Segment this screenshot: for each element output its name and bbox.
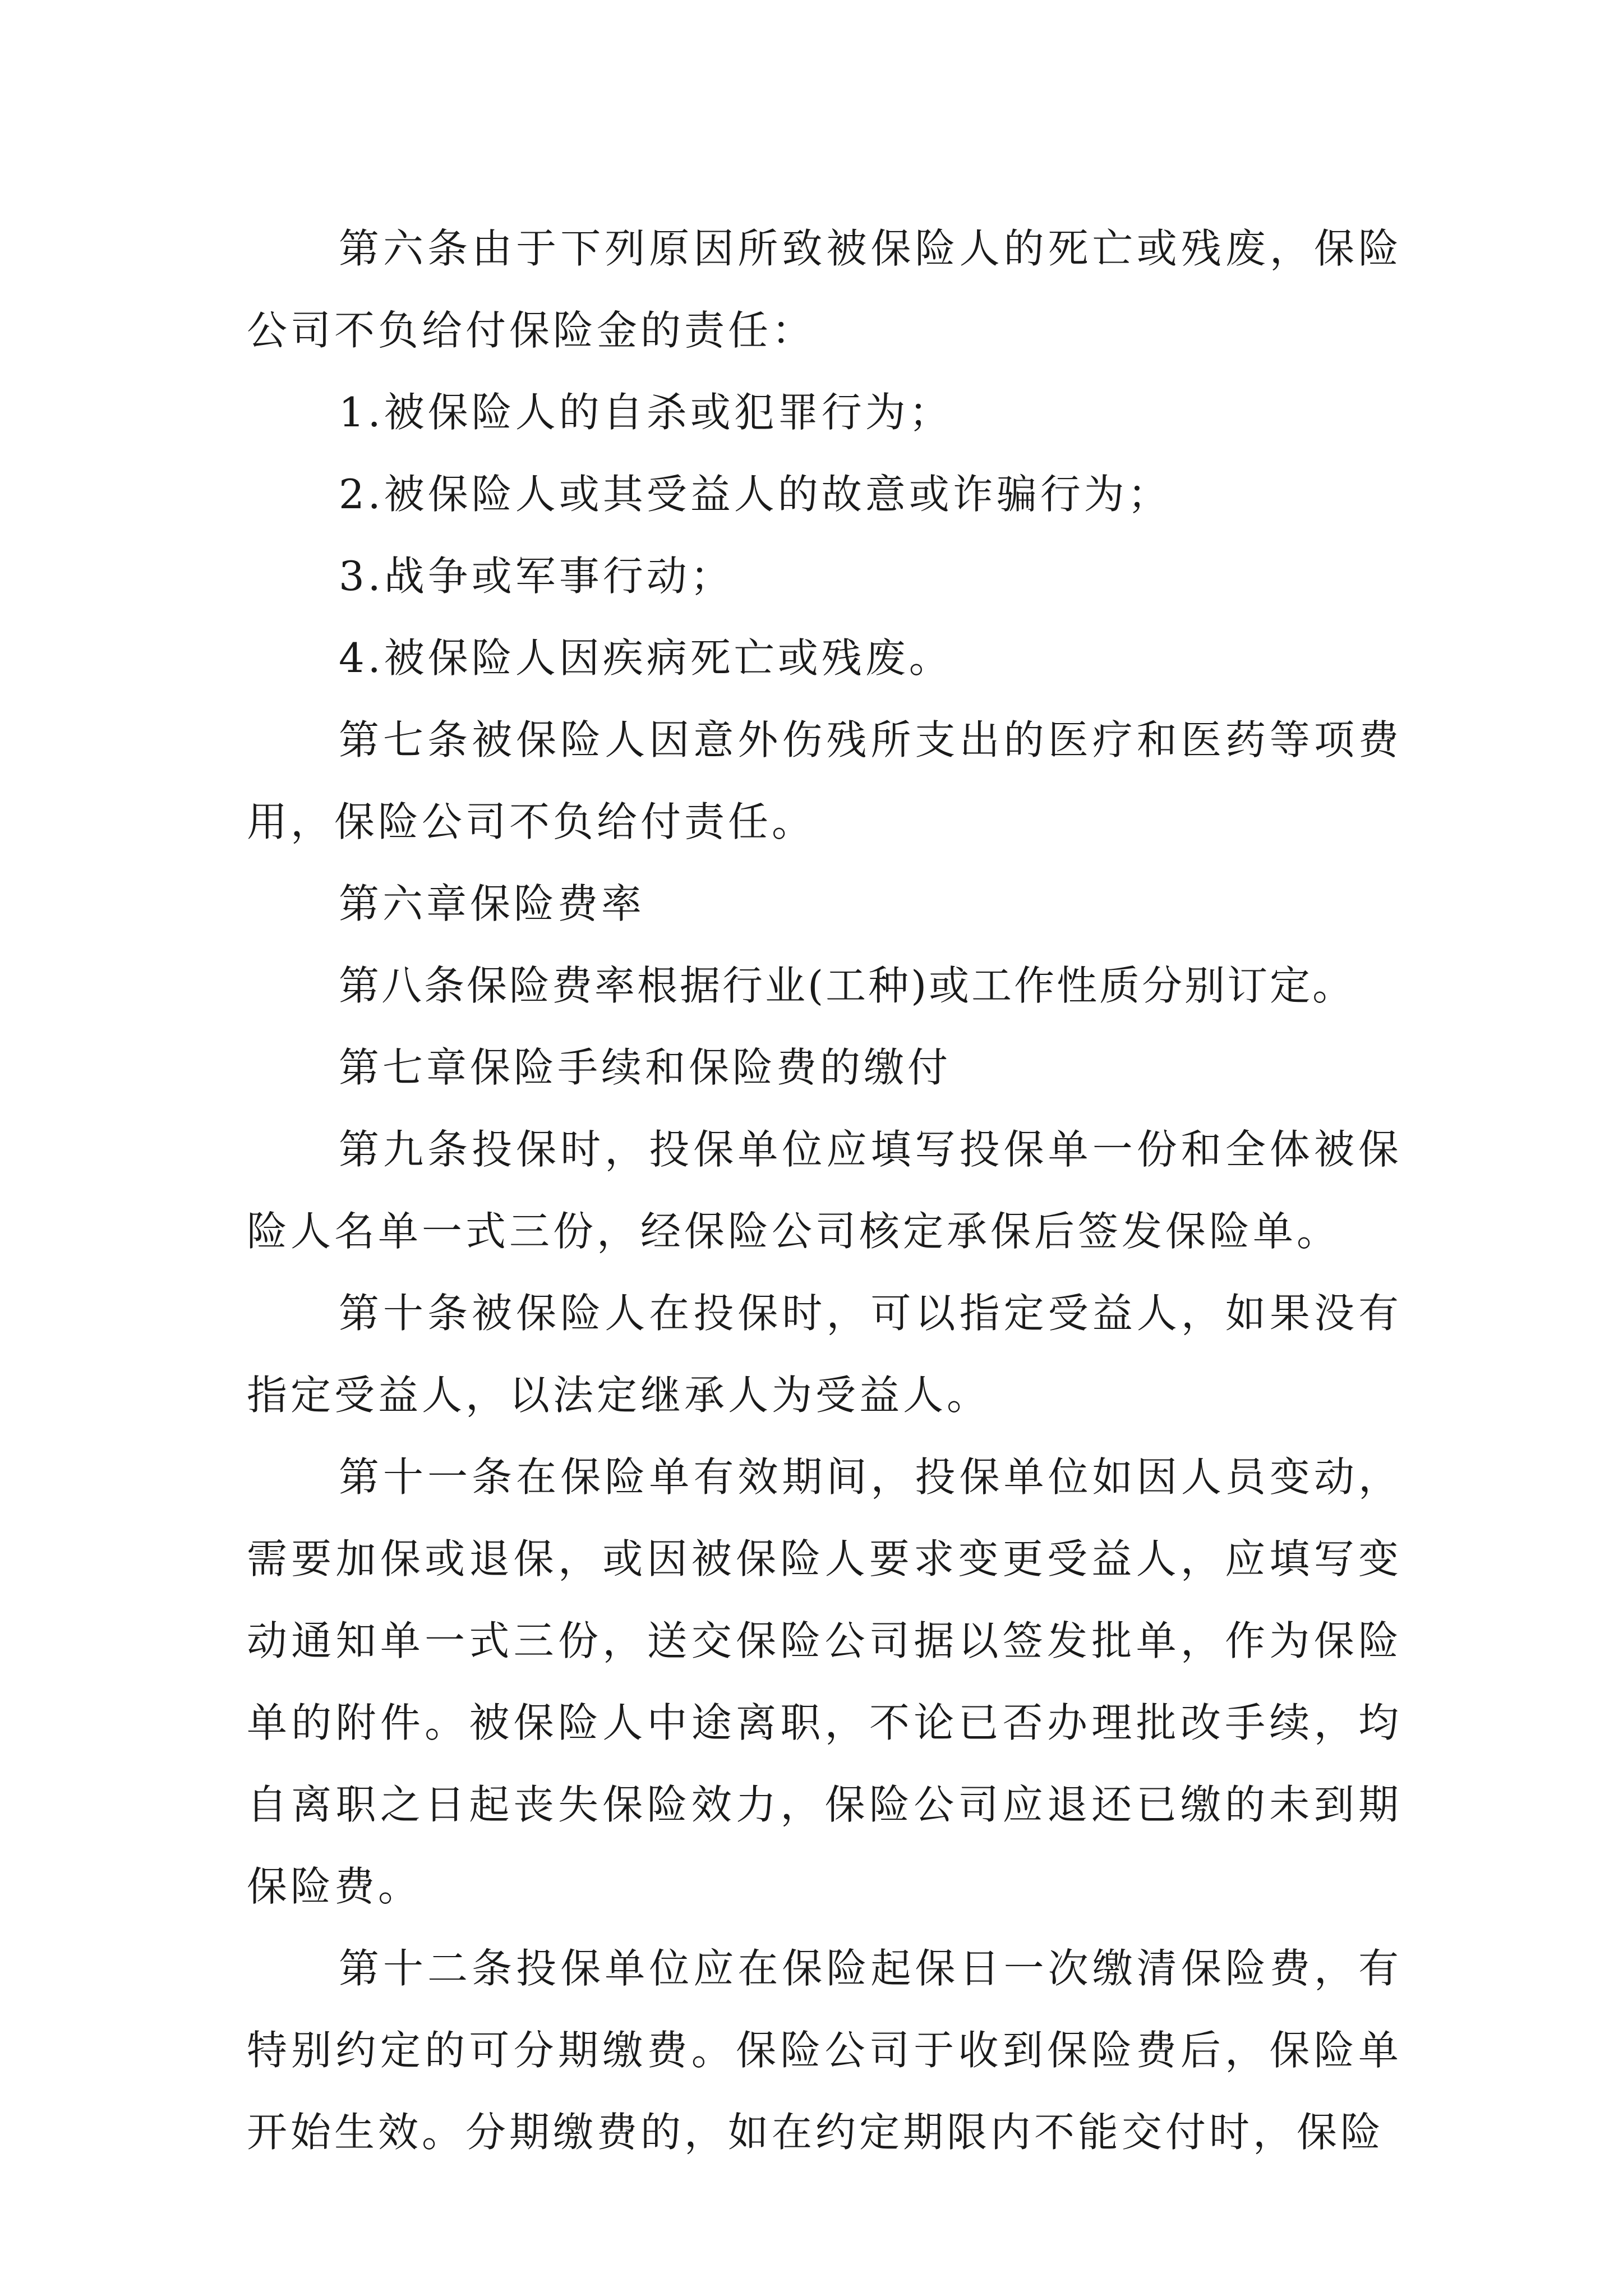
- document-body: [247, 208, 1402, 2173]
- chapter-6-heading: 第六章保险费率: [339, 880, 645, 927]
- article-7-paragraph: 第七条被保险人因意外伤残所支出的医疗和医药等项费用，保险公司不负给付责任。: [247, 716, 1402, 845]
- article-10-paragraph: 第十条被保险人在投保时，可以指定受益人，如果没有指定受益人，以法定继承人为受益人。: [247, 1290, 1402, 1419]
- chapter-7-heading: 第七章保险手续和保险费的缴付: [339, 1044, 952, 1091]
- article-6-item-4: 4.被保险人因疾病死亡或残废。: [339, 634, 953, 682]
- article-6-item-2: 2.被保险人或其受益人的故意或诈骗行为；: [339, 471, 1172, 518]
- article-11-paragraph: 第十一条在保险单有效期间，投保单位如因人员变动，需要加保或退保，或因被保险人要求变更受益人，应填写变动通知单一式三份，送交保险公司据以签发批单，作为保险单的附件。被保险人中途离职，不论已否办理批改手续，均自离职之日起丧失保险效力，保险公司应退还已缴的未到期保险费。: [247, 1453, 1402, 1910]
- article-6-item-3: 3.战争或军事行动；: [339, 553, 734, 600]
- article-12-paragraph: 第十二条投保单位应在保险起保日一次缴清保险费，有特别约定的可分期缴费。保险公司于收到保险费后，保险单开始生效。分期缴费的，如在约定期限内不能交付时，保险: [247, 1945, 1402, 2156]
- article-6-item-1: 1.被保险人的自杀或犯罪行为；: [339, 389, 953, 436]
- article-9-paragraph: 第九条投保时，投保单位应填写投保单一份和全体被保险人名单一式三份，经保险公司核定承保后签发保险单。: [247, 1126, 1402, 1255]
- article-8-paragraph: 第八条保险费率根据行业(工种)或工作性质分别订定。: [339, 962, 1355, 1009]
- article-6-paragraph: 第六条由于下列原因所致被保险人的死亡或残废，保险公司不负给付保险金的责任：: [247, 225, 1402, 354]
